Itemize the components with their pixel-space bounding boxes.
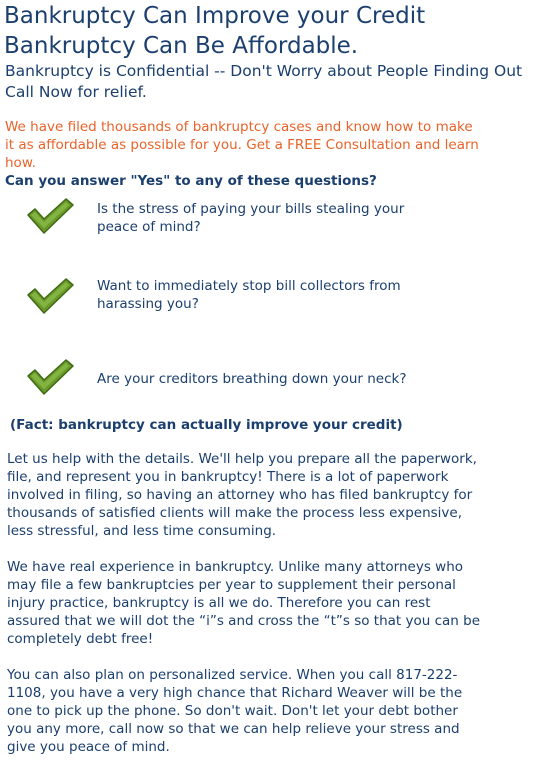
question-item: Want to immediately stop bill collectors from harassing you? bbox=[97, 278, 401, 312]
subheadline-call-now: Call Now for relief. bbox=[5, 83, 147, 101]
headline-line-2: Bankruptcy Can Be Affordable. bbox=[4, 33, 359, 59]
paragraph-experience: We have real experience in bankruptcy. Unlike many attorneys who may file a few bankruptcies per year to supplement their personal injury practice, bankruptcy is all we do. Therefore you can rest assured that we will dot the “i”s and cross the “t”s so that you can be completely debt free! bbox=[7, 559, 481, 647]
question-item: Is the stress of paying your bills stealing your peace of mind? bbox=[97, 201, 405, 235]
intro-text: We have filed thousands of bankruptcy cases and know how to make it as affordable as possible for you. Get a FREE Consultation and learn how. bbox=[5, 119, 479, 171]
paragraph-personalized: You can also plan on personalized service. When you call 817-222-1108, you have a very high chance that Richard Weaver will be the one to pick up the phone. So don't wait. Don't let your debt bother you any more, call now so that we can help relieve your stress and give you peace of mind. bbox=[7, 667, 463, 755]
paragraph-help: Let us help with the details. We'll help you prepare all the paperwork, file, and represent you in bankruptcy! There is a lot of paperwork involved in filing, so having an attorney who has filed bankruptcy for thousands of satisfied clients will make the process less expensive, less stressful, and less time consuming. bbox=[7, 451, 477, 539]
subheadline-confidential: Bankruptcy is Confidential -- Don't Worry about People Finding Out bbox=[5, 62, 523, 80]
question-heading: Can you answer "Yes" to any of these questions? bbox=[5, 173, 377, 189]
headline-line-1: Bankruptcy Can Improve your Credit bbox=[4, 3, 426, 29]
checkmark-icon bbox=[25, 276, 75, 316]
fact-statement: (Fact: bankruptcy can actually improve your credit) bbox=[10, 417, 403, 433]
checkmark-icon bbox=[25, 196, 75, 236]
question-item: Are your creditors breathing down your neck? bbox=[97, 371, 407, 387]
checkmark-icon bbox=[25, 357, 75, 397]
